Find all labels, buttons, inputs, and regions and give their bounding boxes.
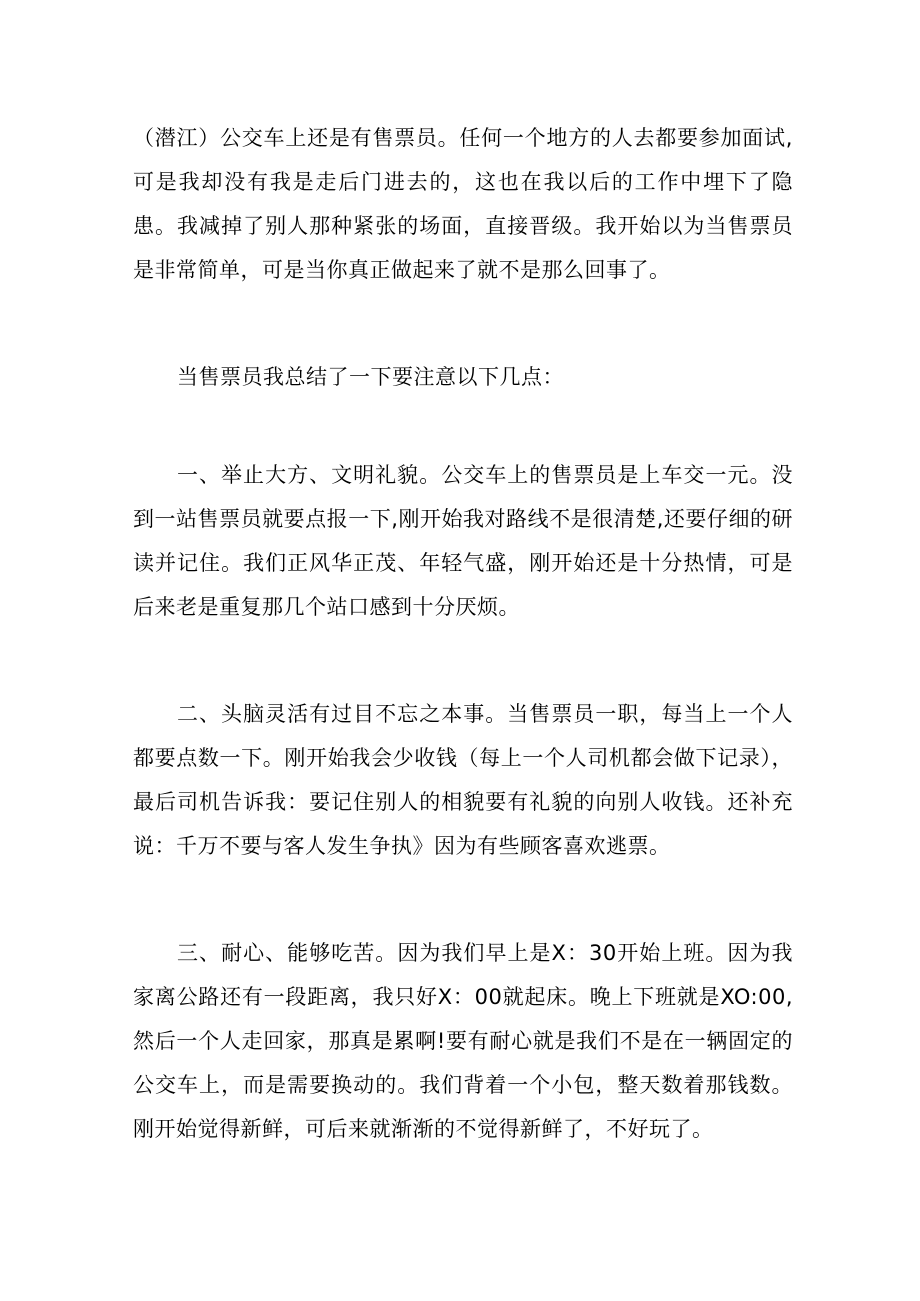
paragraph-intro: （潜江）公交车上还是有售票员。任何一个地方的人去都要参加面试,可是我却没有我是走后门进去的，这也在我以后的工作中埋下了隐患。我减掉了别人那种紧张的场面，直接晋级。我开始以为当售票员是非常简单，可是当你真正做起来了就不是那么回事了。 xyxy=(133,126,793,282)
paragraph-point-three: 三、耐心、能够吃苦。因为我们早上是X：30开始上班。因为我家离公路还有一段距离，我只好X：00就起床。晚上下班就是XO:00,然后一个人走回家，那真是累啊!要有耐心就是我们不是在一辆固定的公交车上，而是需要换动的。我们背着一个小包，整天数着那钱数。刚开始觉得新鲜，可后来就渐渐的不觉得新鲜了，不好玩了。 xyxy=(133,941,793,1141)
paragraph-point-one: 一、举止大方、文明礼貌。公交车上的售票员是上车交一元。没到一站售票员就要点报一下,刚开始我对路线不是很清楚,还要仔细的研读并记住。我们正风华正茂、年轻气盛，刚开始还是十分热情，可是后来老是重复那几个站口感到十分厌烦。 xyxy=(133,463,793,619)
paragraph-point-two: 二、头脑灵活有过目不忘之本事。当售票员一职，每当上一个人都要点数一下。刚开始我会少收钱（每上一个人司机都会做下记录），最后司机告诉我：要记住别人的相貌要有礼貌的向别人收钱。还补充说：千万不要与客人发生争执》因为有些顾客喜欢逃票。 xyxy=(133,702,793,858)
paragraph-summary-heading: 当售票员我总结了一下要注意以下几点： xyxy=(177,365,564,389)
